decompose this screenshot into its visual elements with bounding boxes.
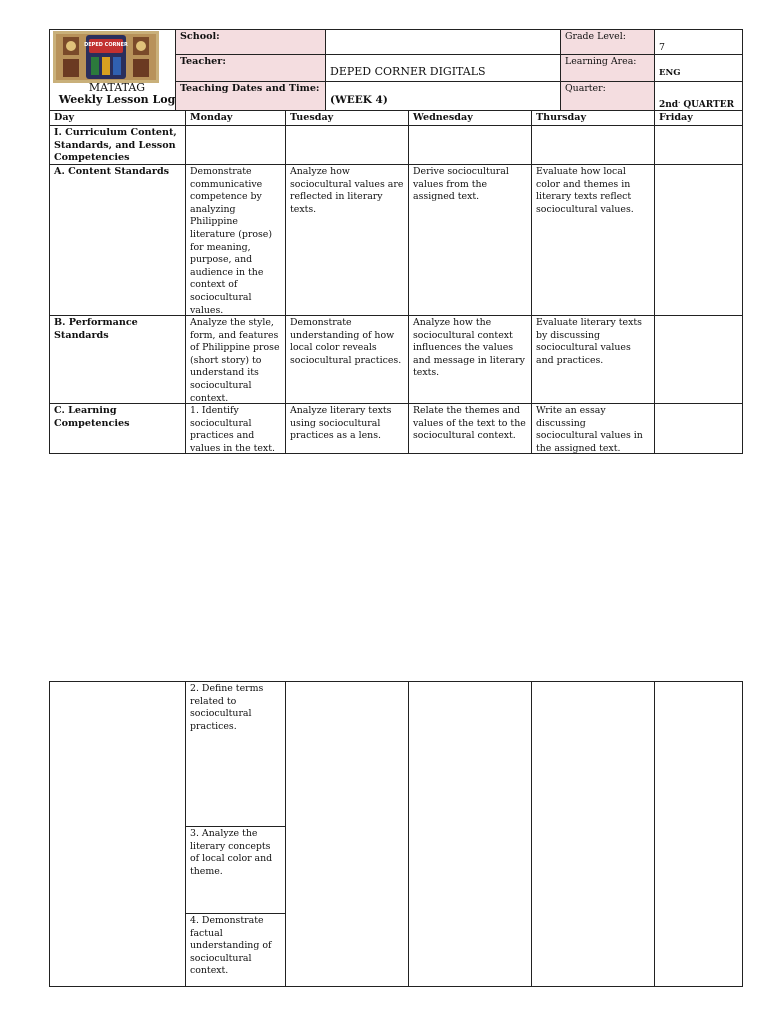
title-matatag: MATATAG xyxy=(88,81,146,94)
competencies-tuesday: Analyze literary texts using sociocultural practices as a lens. xyxy=(285,403,409,454)
curriculum-friday xyxy=(654,125,743,165)
curriculum-wednesday xyxy=(408,125,532,165)
row-label-curriculum: I. Curriculum Content, Standards, and Lesson Competencies xyxy=(49,125,186,165)
col-header-day: Day xyxy=(49,110,186,126)
col-header-thursday: Thursday xyxy=(531,110,655,126)
deped-corner-logo xyxy=(53,31,159,83)
performance-friday xyxy=(654,315,743,404)
grade-level-field[interactable]: 7 xyxy=(654,29,743,55)
continuation-friday xyxy=(654,681,743,987)
col-header-friday: Friday xyxy=(654,110,743,126)
continuation-thursday xyxy=(531,681,655,987)
competency-item-2: 2. Define terms related to sociocultural practices. xyxy=(185,681,286,827)
curriculum-tuesday xyxy=(285,125,409,165)
learning-area-field[interactable]: ENG xyxy=(654,54,743,82)
content-thursday: Evaluate how local color and themes in literary texts reflect sociocultural values. xyxy=(531,164,655,316)
row-label-performance-standards: B. Performance Standards xyxy=(49,315,186,404)
title-weekly-lesson-log: Weekly Lesson Log xyxy=(58,93,176,106)
col-header-wednesday: Wednesday xyxy=(408,110,532,126)
competency-item-4: 4. Demonstrate factual understanding of sociocultural context. xyxy=(185,913,286,987)
col-header-tuesday: Tuesday xyxy=(285,110,409,126)
competencies-thursday: Write an essay discussing sociocultural values in the assigned text. xyxy=(531,403,655,454)
performance-monday: Analyze the style, form, and features of Philippine prose (short story) to understand its sociocultural context. xyxy=(185,315,286,404)
competencies-wednesday: Relate the themes and values of the text to the sociocultural context. xyxy=(408,403,532,454)
competencies-monday: 1. Identify sociocultural practices and values in the text. xyxy=(185,403,286,454)
row-label-content-standards: A. Content Standards xyxy=(49,164,186,316)
performance-thursday: Evaluate literary texts by discussing sociocultural values and practices. xyxy=(531,315,655,404)
curriculum-monday xyxy=(185,125,286,165)
school-field[interactable] xyxy=(325,29,561,55)
content-tuesday: Analyze how sociocultural values are reflected in literary texts. xyxy=(285,164,409,316)
teacher-field[interactable]: DEPED CORNER DIGITALS xyxy=(325,54,561,82)
continuation-day-cell xyxy=(49,681,186,987)
svg-text:DEPED CORNER: DEPED CORNER xyxy=(84,42,128,48)
quarter-label: Quarter: xyxy=(560,81,655,111)
content-wednesday: Derive sociocultural values from the assigned text. xyxy=(408,164,532,316)
continuation-wednesday xyxy=(408,681,532,987)
quarter-field[interactable]: 2nd. QUARTER xyxy=(654,81,743,111)
school-label: School: xyxy=(175,29,326,55)
continuation-tuesday xyxy=(285,681,409,987)
performance-tuesday: Demonstrate understanding of how local color reveals sociocultural practices. xyxy=(285,315,409,404)
content-monday: Demonstrate communicative competence by analyzing Philippine literature (prose) for meaning, purpose, and audience in the context of sociocultural values. xyxy=(185,164,286,316)
competency-item-3: 3. Analyze the literary concepts of local color and theme. xyxy=(185,826,286,914)
teaching-dates-field[interactable]: (WEEK 4) xyxy=(325,81,561,111)
row-label-learning-competencies: C. Learning Competencies xyxy=(49,403,186,454)
grade-level-label: Grade Level: xyxy=(560,29,655,55)
performance-wednesday: Analyze how the sociocultural context influences the values and message in literary texts. xyxy=(408,315,532,404)
competencies-friday xyxy=(654,403,743,454)
teacher-label: Teacher: xyxy=(175,54,326,82)
curriculum-thursday xyxy=(531,125,655,165)
learning-area-label: Learning Area: xyxy=(560,54,655,82)
content-friday xyxy=(654,164,743,316)
document-title xyxy=(50,82,184,106)
teaching-dates-label: Teaching Dates and Time: xyxy=(175,81,326,111)
col-header-monday: Monday xyxy=(185,110,286,126)
